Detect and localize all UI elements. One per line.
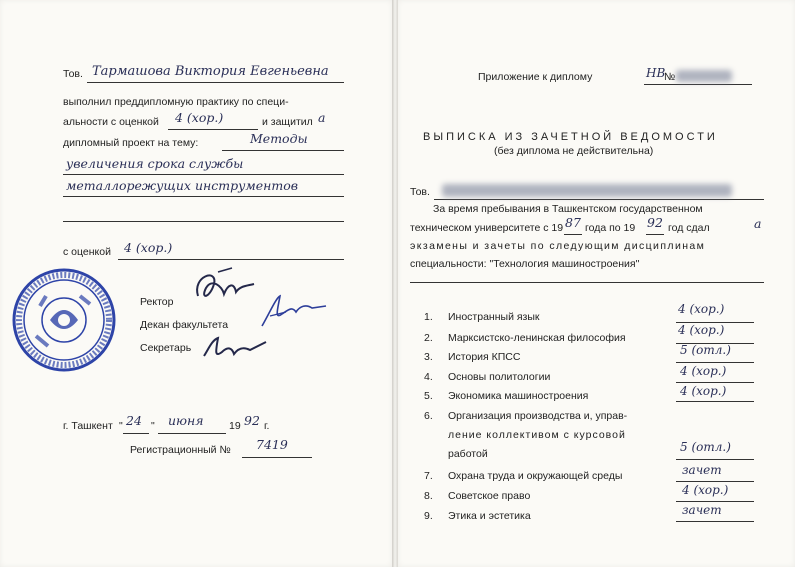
tov-label-right: Тов. (410, 186, 430, 198)
paragraph-line-2-prefix: техническом университете с 19 (410, 222, 564, 234)
paragraph-line-1: За время пребывания в Ташкентском государственном (433, 203, 703, 215)
grade-line (676, 459, 754, 460)
grade-line (676, 501, 754, 502)
subject-number: 6. (424, 410, 433, 422)
subject-name: История КПСС (448, 351, 521, 363)
practice-grade-line (168, 129, 258, 130)
subject-grade: 4 (хор.) (680, 384, 727, 398)
tov-label: Тов. (63, 68, 83, 80)
practice-text: выполнил преддипломную практику по специ- (63, 96, 289, 108)
document-subtitle: (без диплома не действительна) (494, 145, 654, 157)
subject-grade: 4 (хор.) (678, 302, 725, 316)
date-year: 92 (244, 413, 260, 428)
right-page (398, 0, 795, 567)
grade-line (676, 362, 754, 363)
date-quote-close: " (151, 420, 155, 432)
date-month: июня (168, 413, 204, 428)
date-day: 24 (126, 413, 142, 428)
thesis-topic-1: Методы (250, 131, 308, 146)
paragraph-line-2-mid: года по 19 (585, 222, 636, 234)
subject-number: 7. (424, 470, 433, 482)
rector-label: Ректор (140, 296, 174, 308)
topic-line-0 (222, 150, 344, 151)
secretary-signature-icon (198, 326, 268, 366)
subject-number: 8. (424, 490, 433, 502)
thesis-grade-label: с оценкой (63, 246, 111, 258)
topic-line-3 (63, 221, 344, 222)
official-stamp-icon (10, 266, 118, 374)
grade-line (676, 382, 754, 383)
subject-name: Советское право (448, 490, 531, 502)
subject-number: 5. (424, 390, 433, 402)
diploma-number-redacted (676, 70, 732, 82)
grade-line (676, 521, 754, 522)
subject-grade: 5 (отл.) (680, 343, 731, 357)
subject-grade: 4 (хор.) (682, 483, 729, 497)
registration-label: Регистрационный № (130, 444, 231, 456)
practice-grade: 4 (хор.) (175, 110, 224, 125)
paragraph-line-4: специальности: "Технология машиностроения" (410, 258, 640, 270)
appendix-label: Приложение к диплому (478, 71, 593, 83)
paragraph-line-2-post: год сдал (668, 222, 710, 234)
document-title: ВЫПИСКА ИЗ ЗАЧЕТНОЙ ВЕДОМОСТИ (423, 131, 718, 143)
subject-grade: 4 (хор.) (680, 364, 727, 378)
subject-name: Экономика машиностроения (448, 390, 589, 402)
subject-name-continued: работой (448, 448, 488, 460)
registration-number: 7419 (256, 437, 288, 452)
diploma-number-label: № (664, 71, 676, 83)
subject-grade: зачет (682, 463, 722, 477)
defended-suffix: а (318, 110, 326, 125)
city-label: г. Ташкент (63, 420, 113, 432)
paragraph-end-line (410, 282, 764, 283)
subject-number: 2. (424, 332, 433, 344)
topic-line-2 (63, 196, 344, 197)
subject-name: Основы политологии (448, 371, 551, 383)
paragraph-line-2-suffix: а (754, 216, 762, 231)
paragraph-line-3: экзамены и зачеты по следующим дисциплинам (410, 240, 706, 252)
thesis-grade: 4 (хор.) (124, 240, 173, 255)
defended-label: и защитил (262, 116, 313, 128)
subject-grade: 4 (хор.) (678, 323, 725, 337)
subject-name: Организация производства и, управ- (448, 410, 628, 422)
date-quote-open: " (119, 420, 123, 432)
thesis-topic-3: металлорежущих инструментов (66, 178, 298, 193)
subject-name: Охрана труда и окружающей среды (448, 470, 623, 482)
subject-number: 4. (424, 371, 433, 383)
student-name-line-right (434, 199, 764, 200)
topic-line-1 (63, 174, 344, 175)
thesis-topic-2: увеличения срока службы (66, 156, 244, 171)
subject-number: 3. (424, 351, 433, 363)
year-from-line (564, 234, 582, 235)
thesis-grade-line (118, 259, 344, 260)
diploma-series: НВ (646, 66, 666, 80)
year-from: 87 (565, 215, 581, 230)
subject-name-continued: ление коллективом с курсовой (448, 429, 626, 441)
rector-signature-icon (188, 266, 258, 310)
subject-number: 9. (424, 510, 433, 522)
student-name: Тармашова Виктория Евгеньевна (92, 64, 329, 79)
date-year-prefix: 19 (229, 420, 241, 432)
secretary-label: Секретарь (140, 342, 192, 354)
name-line (87, 82, 344, 83)
date-day-line (123, 433, 149, 434)
year-to-line (646, 234, 664, 235)
subject-grade: зачет (682, 503, 722, 517)
diploma-number-line (644, 84, 752, 85)
subject-name: Марксистско-ленинская философия (448, 332, 626, 344)
thesis-label: дипломный проект на тему: (63, 137, 199, 149)
year-to: 92 (647, 215, 663, 230)
grade-line (676, 401, 754, 402)
practice-grade-label: альности с оценкой (63, 116, 159, 128)
subject-name: Иностранный язык (448, 311, 540, 323)
date-year-suffix: г. (264, 420, 270, 432)
subject-name: Этика и эстетика (448, 510, 531, 522)
left-page (0, 0, 392, 567)
student-name-redacted (442, 184, 732, 197)
subject-number: 1. (424, 311, 433, 323)
date-month-line (158, 433, 226, 434)
registration-line (242, 457, 312, 458)
subject-grade: 5 (отл.) (680, 440, 731, 454)
dean-label: Декан факультета (140, 319, 229, 331)
grade-line (676, 481, 754, 482)
